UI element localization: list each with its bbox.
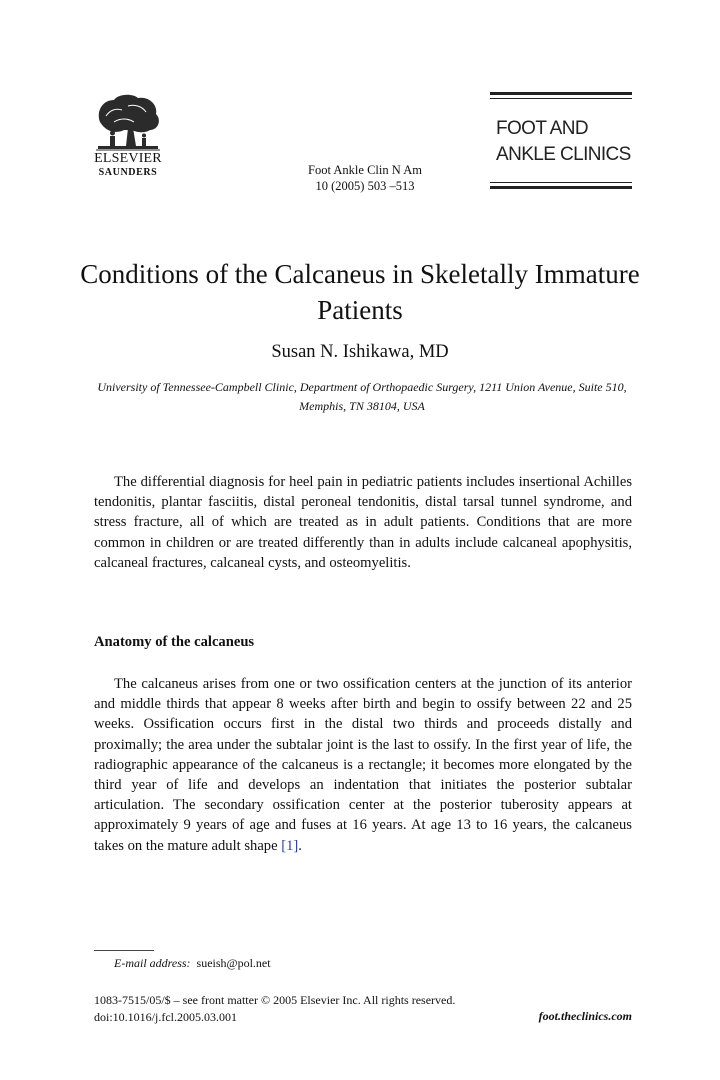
footnote-label: E-mail address: [114, 956, 191, 970]
journal-brand [490, 92, 632, 192]
footer-copyright [94, 992, 455, 1026]
section-body-text: The calcaneus arises from one or two ossification centers at the junction of its anterior and middle thirds that appear 8 weeks after birth and begin to ossify between 22 and 25 weeks. Ossification occurs first in the distal two thirds and proceeds distally and proximally; the area under the subtalar joint is the last to ossify. In the first year of life, the radiographic appearance of the calcaneus is a rectangle; it becomes more elongated by the third year of life and develops an indentation that initiates the posterior subtalar articulation. The secondary ossification center at the posterior tuberosity appears at approximately 9 years of age and fuses at 16 years. At age 13 to 16 years, the calcaneus takes on the mature adult shape [94, 676, 632, 854]
brand-rule-top-thin [490, 98, 632, 99]
footer-doi[interactable]: doi:10.1016/j.fcl.2005.03.001 [94, 1010, 237, 1024]
footnote-divider [94, 950, 154, 951]
brand-rule-bottom-thin [490, 182, 632, 183]
paragraph-end-punctuation: . [298, 837, 302, 854]
footer-website[interactable]: foot.theclinics.com [538, 1009, 632, 1023]
journal-name-line1: FOOT AND [496, 118, 588, 139]
footnote [114, 956, 271, 971]
author-affiliation: University of Tennessee-Campbell Clinic, Department of Orthopaedic Surgery, 1211 Union Avenue, Suite 510, Memphis, TN 38104, USA [97, 380, 627, 413]
section-paragraph [94, 674, 632, 856]
elsevier-tree-logo-icon [92, 92, 164, 152]
section-heading: Anatomy of the calcaneus [94, 634, 255, 650]
article-author: Susan N. Ishikawa, MD [271, 342, 449, 362]
brand-rule-bottom-thick [490, 186, 632, 189]
reference-link[interactable]: [1] [281, 837, 299, 854]
imprint-name: SAUNDERS [98, 167, 158, 178]
author-email[interactable]: sueish@pol.net [196, 956, 271, 970]
citation-journal: Foot Ankle Clin N Am [308, 163, 422, 177]
publisher-logo [92, 92, 164, 184]
journal-name-line2: ANKLE CLINICS [496, 144, 631, 165]
footer-issn: 1083-7515/05/$ – see front matter © 2005 Elsevier Inc. All rights reserved. [94, 993, 456, 1007]
brand-rule-top-thick [490, 92, 632, 95]
journal-citation [270, 162, 460, 194]
intro-paragraph: The differential diagnosis for heel pain in pediatric patients includes insertional Achilles tendonitis, plantar fasciitis, distal peroneal tendonitis, distal tarsal tunnel syndrome, and stress fracture, all of which are treated as in adult patients. Conditions that are more common in children or are treated differently than in adults include calcaneal apophysitis, calcaneal fractures, calcaneal cysts, and osteomyelitis. [94, 474, 632, 571]
publisher-name: ELSEVIER [94, 151, 162, 166]
citation-volume-pages: 10 (2005) 503 –513 [315, 179, 415, 193]
article-title: Conditions of the Calcaneus in Skeletally Immature Patients [80, 259, 640, 325]
